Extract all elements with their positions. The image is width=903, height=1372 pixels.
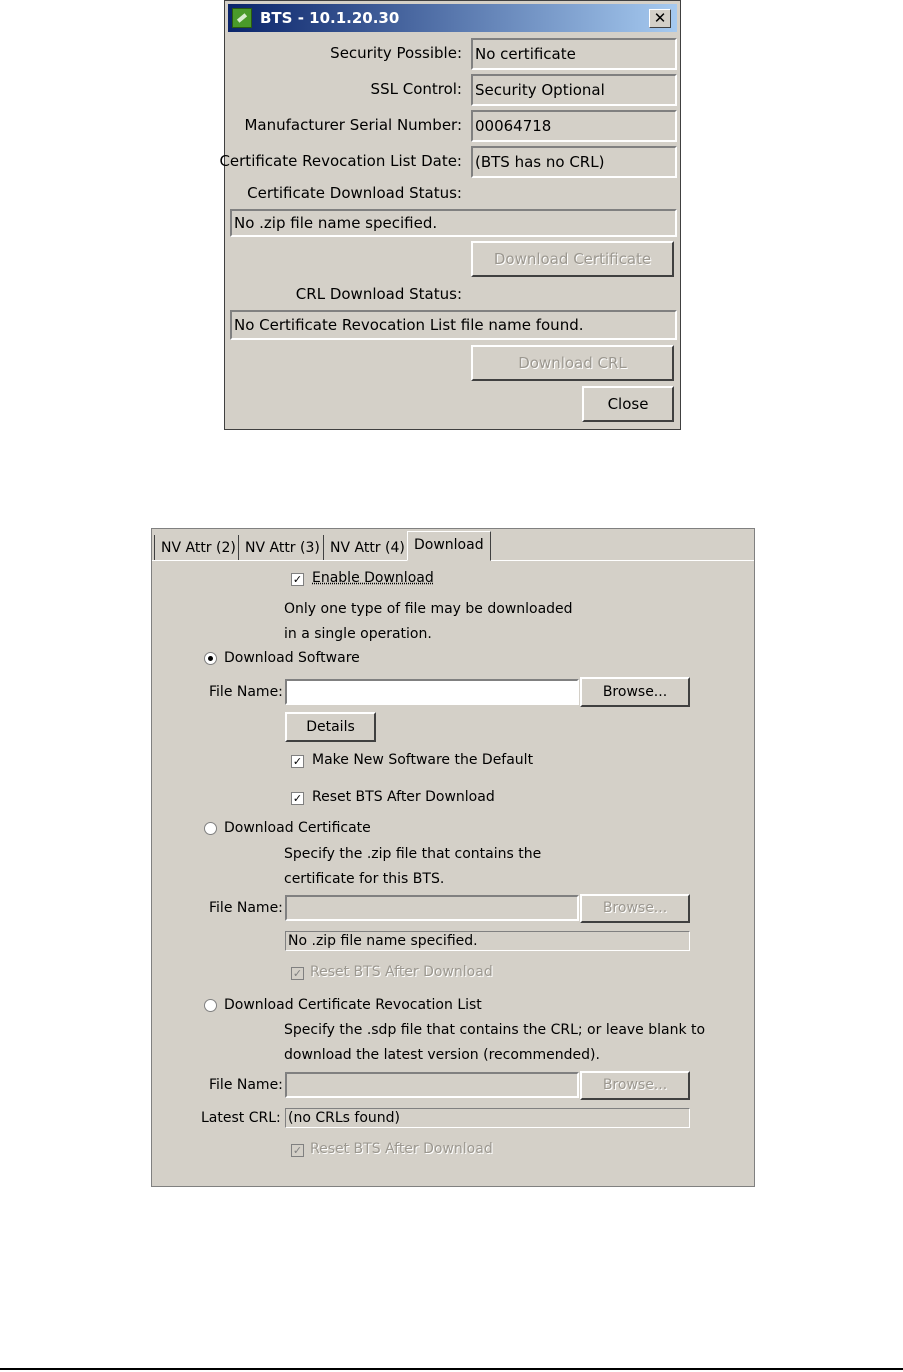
enable-download-checkbox[interactable]: ✓	[292, 573, 303, 586]
download-tab-panel	[151, 528, 755, 1187]
crl-download-status-label: CRL Download Status:	[295, 285, 462, 303]
download-software-radio[interactable]	[204, 652, 217, 665]
certificate-reset-label[interactable]: Reset BTS After Download	[310, 964, 493, 980]
software-file-name-label: File Name:	[209, 684, 283, 700]
download-crl-radio[interactable]	[204, 999, 217, 1012]
download-software-label[interactable]: Download Software	[224, 650, 360, 666]
dialog-title: BTS - 10.1.20.30	[260, 9, 400, 27]
download-crl-button[interactable]: Download CRL	[471, 345, 674, 381]
crl-file-name-input[interactable]	[285, 1072, 579, 1098]
certificate-file-name-input[interactable]	[285, 895, 579, 921]
details-button[interactable]: Details	[285, 712, 376, 742]
certificate-reset-checkbox[interactable]: ✓	[292, 967, 303, 980]
crl-date-label: Certificate Revocation List Date:	[219, 152, 462, 170]
download-certificate-button[interactable]: Download Certificate	[471, 241, 674, 277]
close-icon[interactable]: ✕	[649, 9, 671, 28]
crl-browse-button[interactable]: Browse...	[580, 1071, 690, 1100]
certificate-desc-line-1: Specify the .zip file that contains the	[284, 846, 542, 862]
ssl-control-label: SSL Control:	[370, 80, 462, 98]
software-file-name-input[interactable]	[285, 679, 579, 705]
note-line-1: Only one type of file may be downloaded	[284, 601, 573, 617]
latest-crl-label: Latest CRL:	[201, 1110, 281, 1126]
title-bar[interactable]	[228, 4, 677, 32]
serial-number-field: 00064718	[471, 110, 677, 142]
certificate-status-field: No .zip file name specified.	[285, 931, 690, 951]
make-default-checkbox[interactable]: ✓	[292, 755, 303, 768]
close-button[interactable]: Close	[582, 386, 674, 422]
crl-desc-line-1: Specify the .sdp file that contains the CRL; or leave blank to	[284, 1022, 706, 1038]
certificate-desc-line-2: certificate for this BTS.	[284, 871, 445, 887]
crl-download-status-field: No Certificate Revocation List file name found.	[230, 310, 677, 340]
tab-nv-attr-2[interactable]: NV Attr (2)	[154, 535, 242, 561]
download-certificate-label[interactable]: Download Certificate	[224, 820, 371, 836]
security-possible-label: Security Possible:	[330, 44, 462, 62]
certificate-file-name-label: File Name:	[209, 900, 283, 916]
ssl-control-field: Security Optional	[471, 74, 677, 106]
crl-desc-line-2: download the latest version (recommended).	[284, 1047, 600, 1063]
crl-file-name-label: File Name:	[209, 1077, 283, 1093]
latest-crl-field: (no CRLs found)	[285, 1108, 690, 1128]
security-possible-field: No certificate	[471, 38, 677, 70]
bts-dialog	[219, 0, 681, 430]
tab-nv-attr-4[interactable]: NV Attr (4)	[323, 535, 411, 561]
crl-reset-checkbox[interactable]: ✓	[292, 1144, 303, 1157]
serial-number-label: Manufacturer Serial Number:	[244, 116, 462, 134]
crl-reset-label[interactable]: Reset BTS After Download	[310, 1141, 493, 1157]
tab-nv-attr-3[interactable]: NV Attr (3)	[238, 535, 326, 561]
make-default-label[interactable]: Make New Software the Default	[312, 752, 534, 768]
page-footer-rule	[0, 1368, 903, 1370]
software-reset-checkbox[interactable]: ✓	[292, 792, 303, 805]
software-reset-label[interactable]: Reset BTS After Download	[312, 789, 495, 805]
software-browse-button[interactable]: Browse...	[580, 677, 690, 707]
wrench-icon	[232, 8, 252, 28]
certificate-browse-button[interactable]: Browse...	[580, 894, 690, 923]
cert-download-status-field: No .zip file name specified.	[230, 209, 677, 237]
enable-download-label[interactable]: Enable Download	[312, 570, 434, 586]
tab-download[interactable]: Download	[407, 531, 491, 561]
cert-download-status-label: Certificate Download Status:	[247, 184, 462, 202]
download-certificate-radio[interactable]	[204, 822, 217, 835]
download-crl-label[interactable]: Download Certificate Revocation List	[224, 997, 482, 1013]
note-line-2: in a single operation.	[284, 626, 432, 642]
crl-date-field: (BTS has no CRL)	[471, 146, 677, 178]
